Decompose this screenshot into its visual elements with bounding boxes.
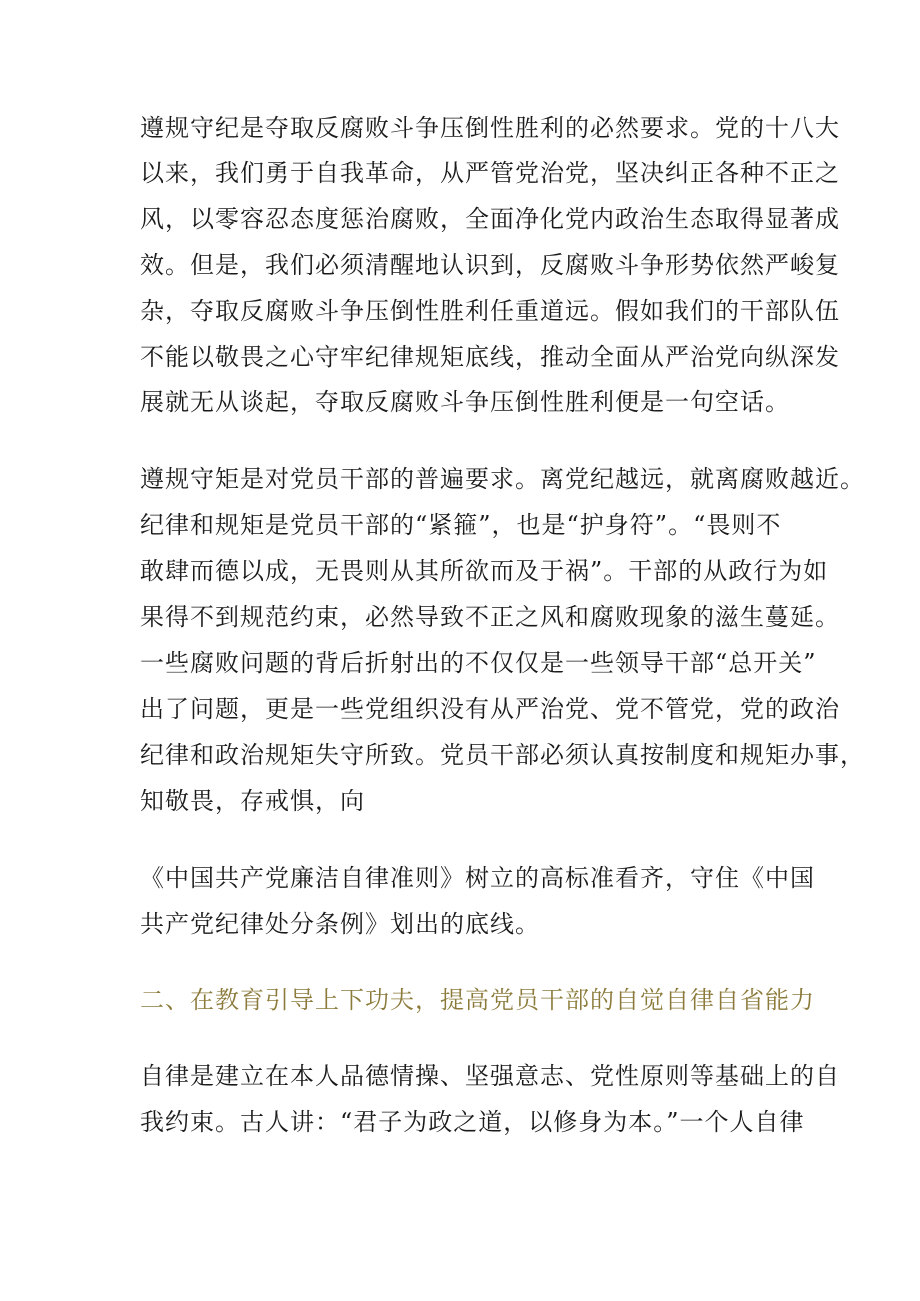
paragraph-1-line-2: 以来，我们勇于自我革命，从严管党治党，坚决纠正各种不正之 bbox=[140, 159, 840, 187]
paragraph-4-line-1: 自律是建立在本人品德情操、坚强意志、党性原则等基础上的自 bbox=[140, 1062, 840, 1090]
paragraph-2-line-1: 遵规守矩是对党员干部的普遍要求。离党纪越远，就离腐败越近。 bbox=[140, 465, 865, 493]
paragraph-4-line-2: 我约束。古人讲：“君子为政之道，以修身为本。”一个人自律 bbox=[140, 1108, 805, 1136]
paragraph-2-line-4: 果得不到规范约束，必然导致不正之风和腐败现象的滋生蔓延。 bbox=[140, 603, 840, 631]
paragraph-2-line-3: 敢肆而德以成，无畏则从其所欲而及于祸”。干部的从政行为如 bbox=[140, 557, 829, 585]
paragraph-3-line-1: 《中国共产党廉洁自律准则》树立的高标准看齐，守住《中国 bbox=[140, 864, 815, 892]
paragraph-2-line-5: 一些腐败问题的背后折射出的不仅仅是一些领导干部“总开关” bbox=[140, 649, 817, 677]
paragraph-2-line-7: 纪律和政治规矩失守所致。党员干部必须认真按制度和规矩办事， bbox=[140, 741, 865, 769]
paragraph-1-line-4: 效。但是，我们必须清醒地认识到，反腐败斗争形势依然严峻复 bbox=[140, 251, 840, 279]
paragraph-2-line-8: 知敬畏，存戒惧，向 bbox=[140, 787, 365, 815]
paragraph-1-line-3: 风，以零容忍态度惩治腐败，全面净化党内政治生态取得显著成 bbox=[140, 205, 840, 233]
paragraph-1-line-7: 展就无从谈起，夺取反腐败斗争压倒性胜利便是一句空话。 bbox=[140, 388, 790, 416]
paragraph-2-line-2: 纪律和规矩是党员干部的“紧箍”，也是“护身符”。“畏则不 bbox=[140, 511, 782, 539]
paragraph-1-line-5: 杂，夺取反腐败斗争压倒性胜利任重道远。假如我们的干部队伍 bbox=[140, 297, 840, 325]
paragraph-1-line-1: 遵规守纪是夺取反腐败斗争压倒性胜利的必然要求。党的十八大 bbox=[140, 114, 840, 142]
paragraph-2-line-6: 出了问题，更是一些党组织没有从严治党、党不管党，党的政治 bbox=[140, 695, 840, 723]
paragraph-1-line-6: 不能以敬畏之心守牢纪律规矩底线，推动全面从严治党向纵深发 bbox=[140, 343, 840, 371]
section-heading: 二、在教育引导上下功夫，提高党员干部的自觉自律自省能力 bbox=[140, 986, 815, 1014]
paragraph-3-line-2: 共产党纪律处分条例》划出的底线。 bbox=[140, 910, 540, 938]
